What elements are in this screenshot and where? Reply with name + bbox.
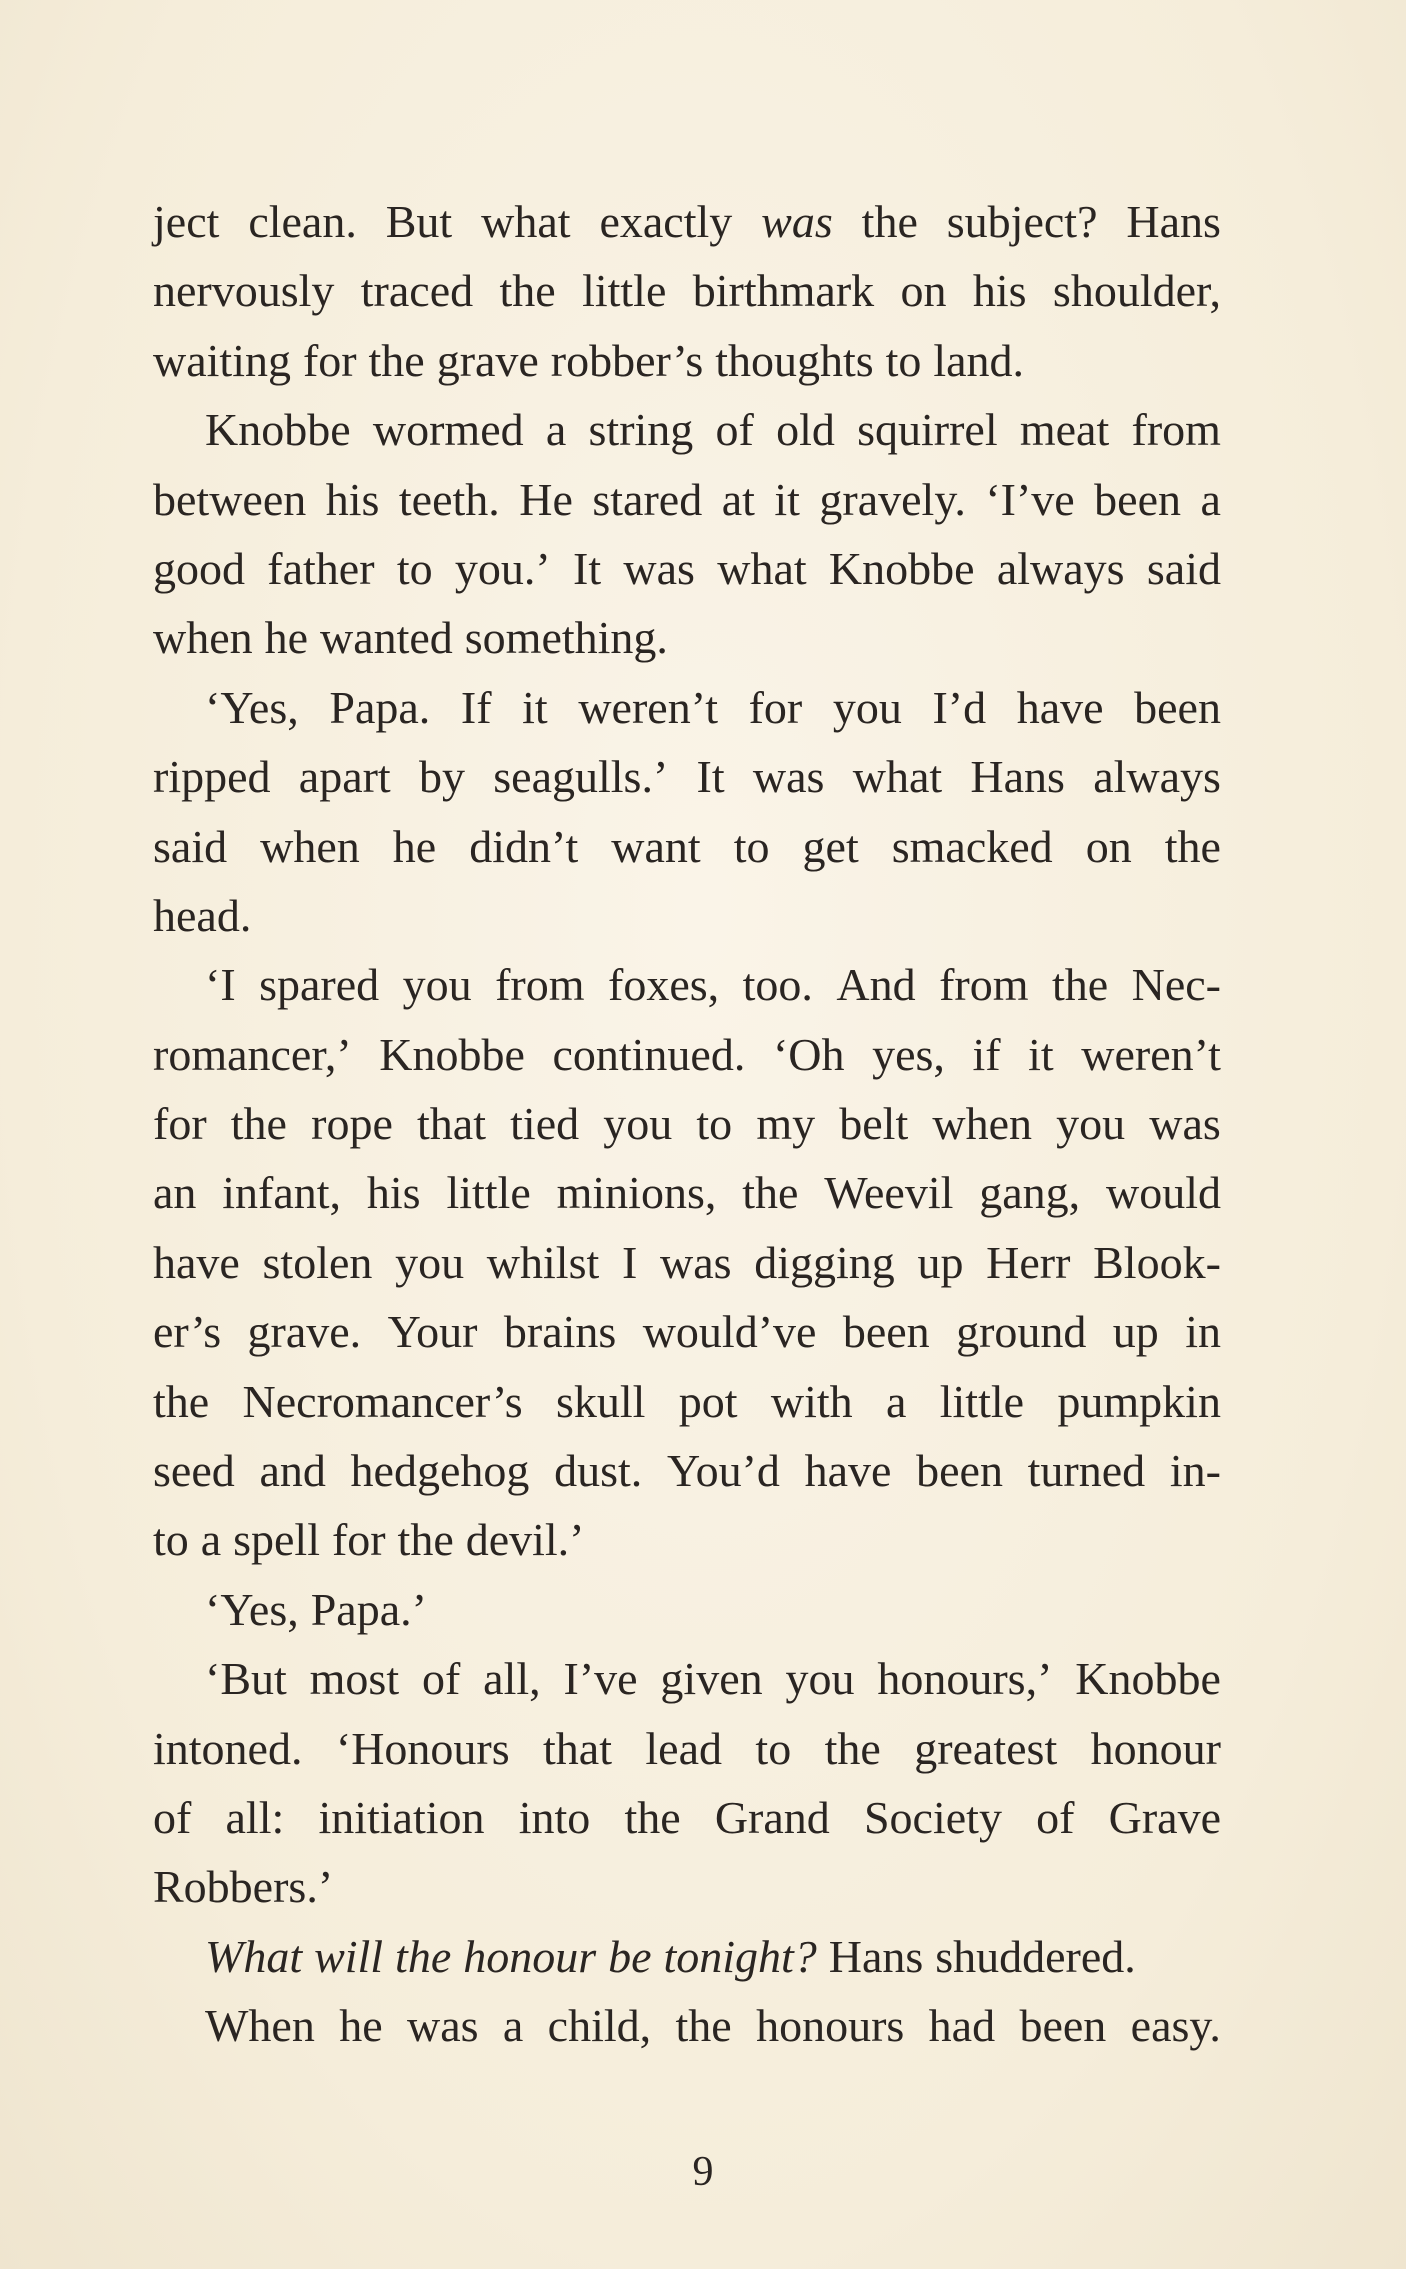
word: to — [733, 820, 770, 872]
word: said — [1146, 542, 1221, 594]
word: weren’t — [578, 681, 718, 733]
body-text — [153, 187, 1221, 2061]
word: pumpkin — [1057, 1375, 1221, 1427]
word: Hans — [1126, 196, 1221, 247]
word: intoned. — [153, 1722, 303, 1774]
text-line — [153, 1228, 1221, 1297]
word: spared — [259, 959, 380, 1011]
text-line — [153, 1644, 1221, 1713]
word: the — [824, 1722, 881, 1774]
word: You’d — [666, 1445, 780, 1497]
word: Hans — [970, 751, 1065, 803]
word: ‘I’ve — [985, 473, 1075, 525]
word: it — [774, 473, 800, 525]
word: at — [721, 473, 755, 525]
word: traced — [360, 265, 474, 317]
word: When — [205, 2000, 315, 2052]
word: when — [153, 612, 253, 664]
text-line — [153, 673, 1221, 742]
word: land. — [933, 334, 1025, 386]
word: he — [264, 612, 309, 664]
word: of — [153, 1791, 192, 1843]
word: be — [608, 1930, 652, 1982]
text-line — [153, 1089, 1221, 1158]
text-line — [153, 1158, 1221, 1227]
word: you — [395, 1236, 465, 1288]
word: digging — [754, 1236, 895, 1288]
word: of — [715, 404, 754, 456]
word: What — [205, 1930, 303, 1982]
word: ripped — [153, 751, 271, 803]
word: all: — [225, 1791, 285, 1843]
word: robber’s — [550, 334, 704, 386]
word: all, — [483, 1653, 541, 1705]
word: of — [1036, 1791, 1075, 1843]
word: the — [1164, 820, 1221, 872]
word: turned — [1027, 1445, 1146, 1497]
word: It — [573, 542, 602, 594]
text-line — [153, 1783, 1221, 1852]
word: dust. — [554, 1445, 643, 1497]
word: spell — [233, 1514, 320, 1566]
word: will — [314, 1930, 384, 1982]
text-line — [153, 1020, 1221, 1089]
word: his — [366, 1167, 421, 1219]
word: Grave — [1108, 1791, 1221, 1843]
text-line — [153, 1714, 1221, 1783]
word: what — [717, 542, 807, 594]
word: honours — [756, 2000, 905, 2052]
word: seed — [153, 1445, 235, 1497]
word: for — [748, 681, 803, 733]
word: Grand — [714, 1791, 830, 1843]
word: Nec- — [1131, 959, 1221, 1011]
word: had — [928, 2000, 996, 2052]
word: get — [802, 820, 859, 872]
text-line — [153, 465, 1221, 534]
word: lead — [645, 1722, 723, 1774]
text-line — [153, 1852, 1221, 1921]
text-line — [153, 1367, 1221, 1436]
word: tonight? — [663, 1930, 817, 1982]
word: pot — [678, 1375, 738, 1427]
word: teeth. — [398, 473, 500, 525]
word: I’ve — [563, 1653, 638, 1705]
word: always — [996, 542, 1125, 594]
word: into — [518, 1791, 591, 1843]
word: what — [852, 751, 943, 803]
word: Papa. — [329, 681, 431, 733]
word: head. — [153, 889, 252, 941]
word: Blook- — [1093, 1236, 1221, 1288]
word: something. — [464, 612, 668, 664]
word: stared — [592, 473, 703, 525]
word: was — [761, 196, 833, 247]
word: little — [446, 1167, 531, 1219]
word: the — [499, 265, 556, 317]
word: the — [230, 1098, 287, 1150]
word: and — [259, 1445, 326, 1497]
word: the — [675, 2000, 732, 2052]
word: skull — [555, 1375, 646, 1427]
word: honour — [1090, 1722, 1221, 1774]
text-line — [153, 742, 1221, 811]
word: wanted — [319, 612, 453, 664]
word: er’s — [153, 1306, 222, 1358]
word: He — [519, 473, 573, 525]
word: seagulls.’ — [493, 751, 669, 803]
word: ‘But — [205, 1653, 287, 1705]
word: shuddered. — [935, 1930, 1136, 1982]
word: Knobbe — [828, 542, 975, 594]
text-line — [153, 1297, 1221, 1366]
word: been — [1134, 681, 1221, 733]
word: the — [742, 1167, 799, 1219]
word: a — [200, 1514, 222, 1566]
word: romancer,’ — [153, 1028, 352, 1080]
word: that — [417, 1098, 486, 1150]
word: devil.’ — [465, 1514, 585, 1566]
word: ‘Honours — [335, 1722, 510, 1774]
word: honour — [463, 1930, 597, 1982]
word: it — [1028, 1028, 1054, 1080]
word: subject? — [946, 196, 1098, 247]
word: too. — [742, 959, 813, 1011]
word: for — [302, 334, 357, 386]
word: what — [481, 196, 571, 247]
text-line — [153, 256, 1221, 325]
word: Society — [863, 1791, 1002, 1843]
word: to — [153, 1514, 189, 1566]
word: belt — [839, 1098, 909, 1150]
word: between — [153, 473, 307, 525]
word: up — [917, 1236, 964, 1288]
word: birthmark — [692, 265, 875, 317]
word: you — [832, 681, 902, 733]
word: squirrel — [857, 404, 998, 456]
word: always — [1093, 751, 1221, 803]
word: want — [611, 820, 701, 872]
word: Weevil — [824, 1167, 954, 1219]
word: have — [804, 1445, 892, 1497]
word: I — [621, 1236, 638, 1288]
word: minions, — [556, 1167, 717, 1219]
word: greatest — [914, 1722, 1058, 1774]
text-line — [153, 395, 1221, 464]
word: shoulder, — [1052, 265, 1221, 317]
word: his — [325, 473, 380, 525]
word: he — [392, 820, 437, 872]
word: from — [939, 959, 1029, 1011]
word: his — [972, 265, 1027, 317]
word: would — [1106, 1167, 1221, 1219]
word: most — [309, 1653, 400, 1705]
word: grave — [436, 334, 539, 386]
word: the — [153, 1375, 210, 1427]
word: my — [756, 1098, 816, 1150]
word: the — [368, 334, 425, 386]
word: Necromancer’s — [242, 1375, 523, 1427]
word: from — [1131, 404, 1221, 456]
word: It — [696, 751, 725, 803]
text-line — [153, 1575, 1221, 1644]
word: string — [588, 404, 694, 456]
text-line — [153, 534, 1221, 603]
text-line — [153, 326, 1221, 395]
word: ‘Yes, — [205, 681, 299, 733]
word: on — [1085, 820, 1132, 872]
word: a — [886, 1375, 907, 1427]
word: Robbers.’ — [153, 1861, 334, 1913]
word: have — [1016, 681, 1104, 733]
word: Your — [387, 1306, 478, 1358]
word: brains — [503, 1306, 617, 1358]
word: by — [418, 751, 465, 803]
word: of — [421, 1653, 461, 1705]
word: initiation — [318, 1791, 485, 1843]
word: nervously — [153, 265, 335, 317]
word: you — [1056, 1098, 1126, 1150]
word: from — [495, 959, 585, 1011]
word: honours,’ — [877, 1653, 1053, 1705]
word: yes, — [872, 1028, 945, 1080]
word: grave. — [247, 1306, 362, 1358]
text-line — [153, 603, 1221, 672]
word: was — [659, 1236, 732, 1288]
word: for — [331, 1514, 386, 1566]
word: you.’ — [454, 542, 551, 594]
word: it — [522, 681, 548, 733]
word: was — [1149, 1098, 1221, 1150]
word: Herr — [986, 1236, 1071, 1288]
word: foxes, — [608, 959, 720, 1011]
word: when — [932, 1098, 1033, 1150]
word: to — [696, 1098, 733, 1150]
word: a — [1200, 473, 1221, 525]
word: apart — [298, 751, 391, 803]
word: And — [836, 959, 916, 1011]
word: If — [460, 681, 492, 733]
word: the — [397, 1514, 454, 1566]
word: infant, — [222, 1167, 342, 1219]
word: Papa.’ — [310, 1583, 427, 1635]
word: But — [385, 196, 453, 247]
word: little — [939, 1375, 1025, 1427]
word: stolen — [262, 1236, 373, 1288]
word: ‘I — [205, 959, 236, 1011]
word: in- — [1169, 1445, 1221, 1497]
text-line — [153, 1505, 1221, 1574]
word: an — [153, 1167, 197, 1219]
word: was — [752, 751, 825, 803]
word: he — [339, 2000, 383, 2052]
word: continued. — [552, 1028, 746, 1080]
word: for — [153, 1098, 207, 1150]
text-line — [153, 881, 1221, 950]
word: was — [623, 542, 695, 594]
word: child, — [547, 2000, 652, 2052]
word: in — [1185, 1306, 1221, 1358]
word: said — [153, 820, 228, 872]
word: ‘Yes, — [205, 1583, 299, 1635]
word: been — [1094, 473, 1181, 525]
word: whilst — [486, 1236, 600, 1288]
text-line — [153, 812, 1221, 881]
word: Knobbe — [379, 1028, 525, 1080]
word: Knobbe — [205, 404, 351, 456]
text-line — [153, 950, 1221, 1019]
word: to — [755, 1722, 792, 1774]
word: meat — [1019, 404, 1110, 456]
word: Hans — [828, 1930, 924, 1982]
word: father — [267, 542, 375, 594]
text-line — [153, 187, 1221, 256]
word: been — [916, 1445, 1003, 1497]
word: tied — [510, 1098, 580, 1150]
word: rope — [311, 1098, 393, 1150]
word: to — [396, 542, 433, 594]
word: the — [395, 1930, 452, 1982]
word: old — [776, 404, 835, 456]
word: wormed — [372, 404, 524, 456]
word: you — [402, 959, 472, 1011]
word: been — [1019, 2000, 1107, 2052]
word: you — [785, 1653, 855, 1705]
word: smacked — [891, 820, 1053, 872]
word: didn’t — [469, 820, 579, 872]
word: hedgehog — [350, 1445, 530, 1497]
text-line — [153, 1922, 1221, 1991]
word: waiting — [153, 334, 291, 386]
word: I’d — [932, 681, 987, 733]
word: up — [1112, 1306, 1159, 1358]
word: on — [900, 265, 947, 317]
word: with — [770, 1375, 853, 1427]
word: gravely. — [819, 473, 966, 525]
word: ject — [153, 196, 220, 247]
word: a — [545, 404, 567, 456]
word: ‘Oh — [772, 1028, 845, 1080]
word: been — [842, 1306, 930, 1358]
word: if — [972, 1028, 1001, 1080]
word: that — [543, 1722, 613, 1774]
word: Knobbe — [1075, 1653, 1221, 1705]
word: the — [1051, 959, 1109, 1011]
word: to — [885, 334, 922, 386]
word: when — [260, 820, 360, 872]
word: the — [624, 1791, 681, 1843]
page-number: 9 — [692, 2149, 714, 2195]
word: weren’t — [1081, 1028, 1221, 1080]
word: the — [861, 196, 918, 247]
word: you — [603, 1098, 673, 1150]
word: good — [153, 542, 245, 594]
word: thoughts — [715, 334, 874, 386]
word: exactly — [599, 196, 733, 247]
text-line — [153, 1991, 1221, 2060]
word: ground — [956, 1306, 1087, 1358]
word: given — [660, 1653, 763, 1705]
word: clean. — [248, 196, 357, 247]
word: was — [406, 2000, 479, 2052]
word: a — [502, 2000, 524, 2052]
word: would’ve — [642, 1306, 817, 1358]
word: easy. — [1130, 2000, 1221, 2052]
word: little — [582, 265, 667, 317]
word: gang, — [979, 1167, 1081, 1219]
word: have — [153, 1236, 240, 1288]
text-line — [153, 1436, 1221, 1505]
